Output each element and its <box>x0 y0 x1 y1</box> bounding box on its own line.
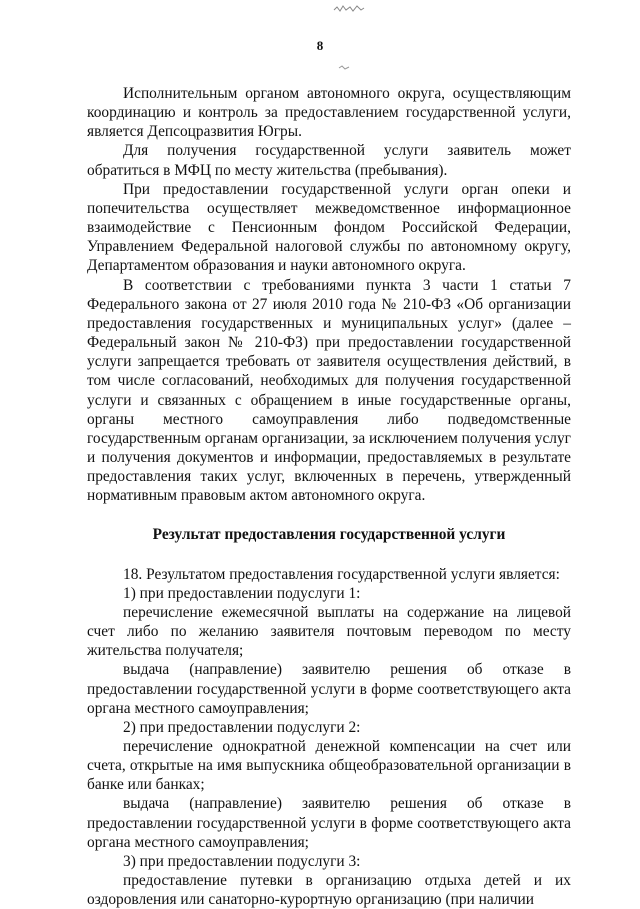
paragraph: Для получения государственной услуги заявитель может обратиться в МФЦ по месту жительства (пребывания). <box>87 142 571 179</box>
paragraph: перечисление ежемесячной выплаты на содержание на лицевой счет либо по желанию заявителя почтовым переводом по месту жительства получателя; <box>87 603 571 660</box>
page-number: 8 <box>316 38 324 53</box>
paragraph: Исполнительным органом автономного округа, осуществляющим координацию и контроль за предоставлением государственной услуги, является Депсоцразвития Югры. <box>87 85 571 141</box>
paragraph: 2) при предоставлении подуслуги 2: <box>123 718 361 736</box>
paragraph: предоставление путевки в организацию отдыха детей и их оздоровления или санаторно-курортную организацию (при наличии <box>87 872 571 909</box>
paragraph: 1) при предоставлении подуслуги 1: <box>123 584 361 602</box>
paragraph: 18. Результатом предоставления государственной услуги является: <box>123 565 560 583</box>
paragraph: выдача (направление) заявителю решения об отказе в предоставлении государственной услуги в форме соответствующего акта органа местного самоуправления; <box>87 795 571 851</box>
paragraph: В соответствии с требованиями пункта 3 части 1 статьи 7 Федерального закона от 27 июля 2010 года № 210-ФЗ «Об организации предоставления государственных и муниципальных услуг» (далее – Федеральный закон № 210-ФЗ) при предоставлении государственной услуги запрещается требовать от заявителя осуществления действий, в том числе согласований, необходимых для получения государственной услуги и связанных с обращением в иные государственные органы, органы местного самоуправления либо подведомственные государственным органам организации, за исключением получения услуг и получения документов и информации, предоставляемых в результате предоставления таких услуг, включенных в перечень, утвержденный нормативным правовым актом автономного округа. <box>87 276 571 505</box>
paragraph: перечисление однократной денежной компенсации на счет или счета, открытые на имя выпускника общеобразовательной организации в банке или банках; <box>87 738 571 794</box>
scan-noise-mark <box>338 64 350 72</box>
paragraph: выдача (направление) заявителю решения об отказе в предоставлении государственной услуги в форме соответствующего акта органа местного самоуправления; <box>87 661 571 717</box>
document-body <box>87 84 571 909</box>
paragraph: При предоставлении государственной услуги орган опеки и попечительства осуществляет межведомственное информационное взаимодействие с Пенсионным фондом Российской Федерации, Управлением Федеральной налоговой службы по автономному округу, Департаментом образования и науки автономного округа. <box>87 180 571 275</box>
section-heading: Результат предоставления государственной услуги <box>152 526 506 544</box>
paragraph: 3) при предоставлении подуслуги 3: <box>123 852 361 870</box>
scan-noise-mark <box>332 4 366 14</box>
